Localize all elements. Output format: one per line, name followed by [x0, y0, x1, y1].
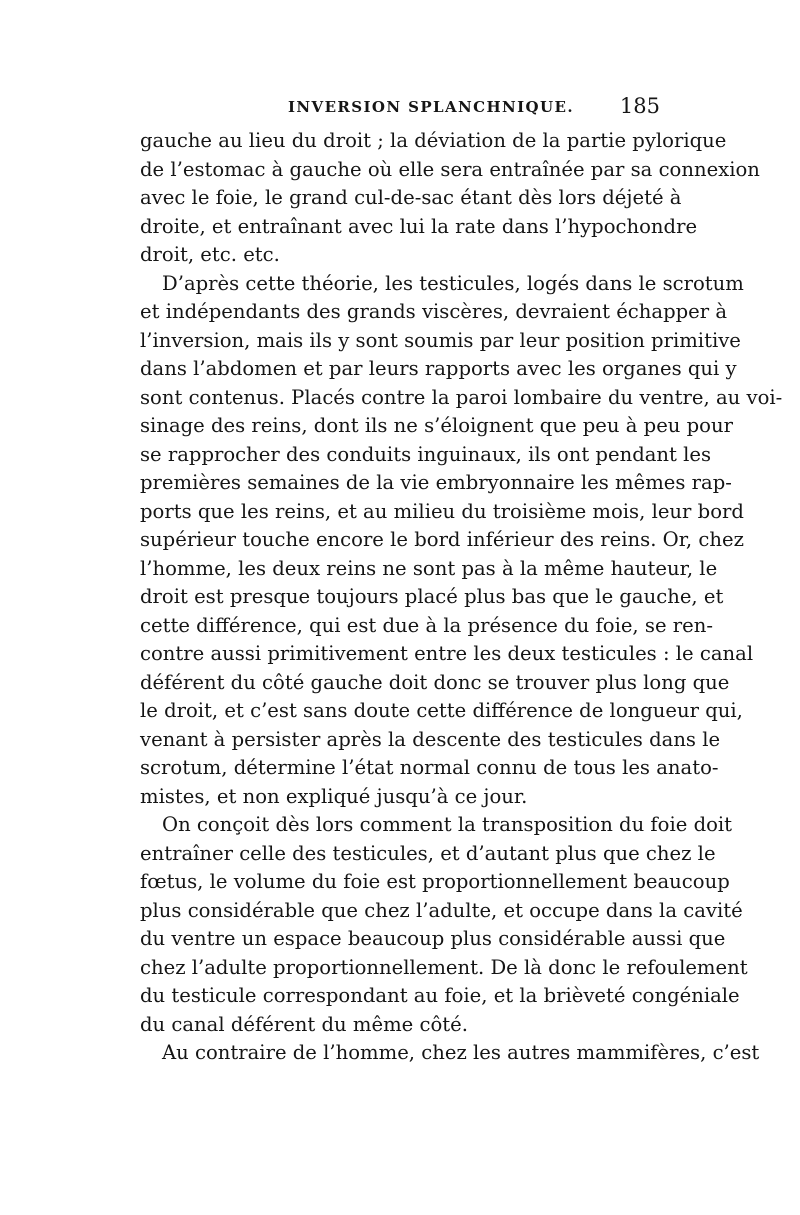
running-title: INVERSION SPLANCHNIQUE. — [288, 98, 574, 116]
text-line: l’inversion, mais ils y sont soumis par leur position primitive — [140, 328, 741, 352]
text-line: du canal déférent du même côté. — [140, 1012, 468, 1036]
text-line: premières semaines de la vie embryonnaire les mêmes rap- — [140, 471, 732, 494]
text-line: ports que les reins, et au milieu du troisième mois, leur bord — [140, 499, 744, 523]
paragraph — [140, 270, 783, 812]
text-line: fœtus, le volume du foie est proportionnellement beaucoup — [140, 870, 730, 893]
paragraph — [140, 811, 748, 1039]
text-line: se rapprocher des conduits inguinaux, ils ont pendant les — [140, 442, 712, 466]
text-line: sont contenus. Placés contre la paroi lombaire du ventre, au voi- — [140, 385, 783, 409]
page-header — [140, 94, 660, 128]
text-line: avec le foie, le grand cul-de-sac étant dès lors déjeté à — [140, 186, 682, 209]
text-line: chez l’adulte proportionnellement. De là donc le refoulement — [140, 955, 748, 979]
text-line: venant à persister après la descente des testicules dans le — [140, 727, 721, 751]
text-line: dans l’abdomen et par leurs rapports avec les organes qui y — [140, 357, 737, 380]
text-line: et indépendants des grands viscères, devraient échapper à — [140, 300, 728, 323]
text-line: du testicule correspondant au foie, et la brièveté congéniale — [140, 984, 740, 1007]
text-line: gauche au lieu du droit ; la déviation de la partie pylorique — [140, 129, 727, 152]
text-line: sinage des reins, dont ils ne s’éloignent que peu à peu pour — [140, 414, 733, 437]
text-line: plus considérable que chez l’adulte, et occupe dans la cavité — [140, 898, 743, 922]
text-line: scrotum, détermine l’état normal connu de tous les anato- — [140, 756, 719, 779]
paragraph — [140, 127, 760, 270]
text-line: droit est presque toujours placé plus bas que le gauche, et — [140, 585, 724, 608]
page-number: 185 — [619, 94, 660, 118]
text-line: supérieur touche encore le bord inférieur des reins. Or, chez — [140, 528, 744, 551]
text-line: droit, etc. etc. — [140, 243, 280, 266]
text-line: contre aussi primitivement entre les deux testicules : le canal — [140, 642, 754, 665]
text-line: entraîner celle des testicules, et d’autant plus que chez le — [140, 841, 716, 865]
text-line: déférent du côté gauche doit donc se trouver plus long que — [140, 670, 730, 694]
text-line: le droit, et c’est sans doute cette différence de longueur qui, — [140, 699, 743, 722]
text-line: D’après cette théorie, les testicules, logés dans le scrotum — [162, 271, 744, 295]
text-line: On conçoit dès lors comment la transposition du foie doit — [162, 813, 733, 836]
text-line: du ventre un espace beaucoup plus considérable aussi que — [140, 927, 726, 950]
body-text — [140, 127, 783, 1068]
paragraph — [140, 1039, 760, 1068]
text-line: mistes, et non expliqué jusqu’à ce jour. — [140, 784, 528, 808]
text-line: l’homme, les deux reins ne sont pas à la même hauteur, le — [140, 556, 718, 580]
text-line: droite, et entraînant avec lui la rate dans l’hypochondre — [140, 214, 698, 238]
text-line: Au contraire de l’homme, chez les autres mammifères, c’est — [162, 1041, 760, 1064]
text-line: cette différence, qui est due à la présence du foie, se ren- — [140, 613, 713, 637]
text-line: de l’estomac à gauche où elle sera entraînée par sa connexion — [140, 157, 760, 181]
